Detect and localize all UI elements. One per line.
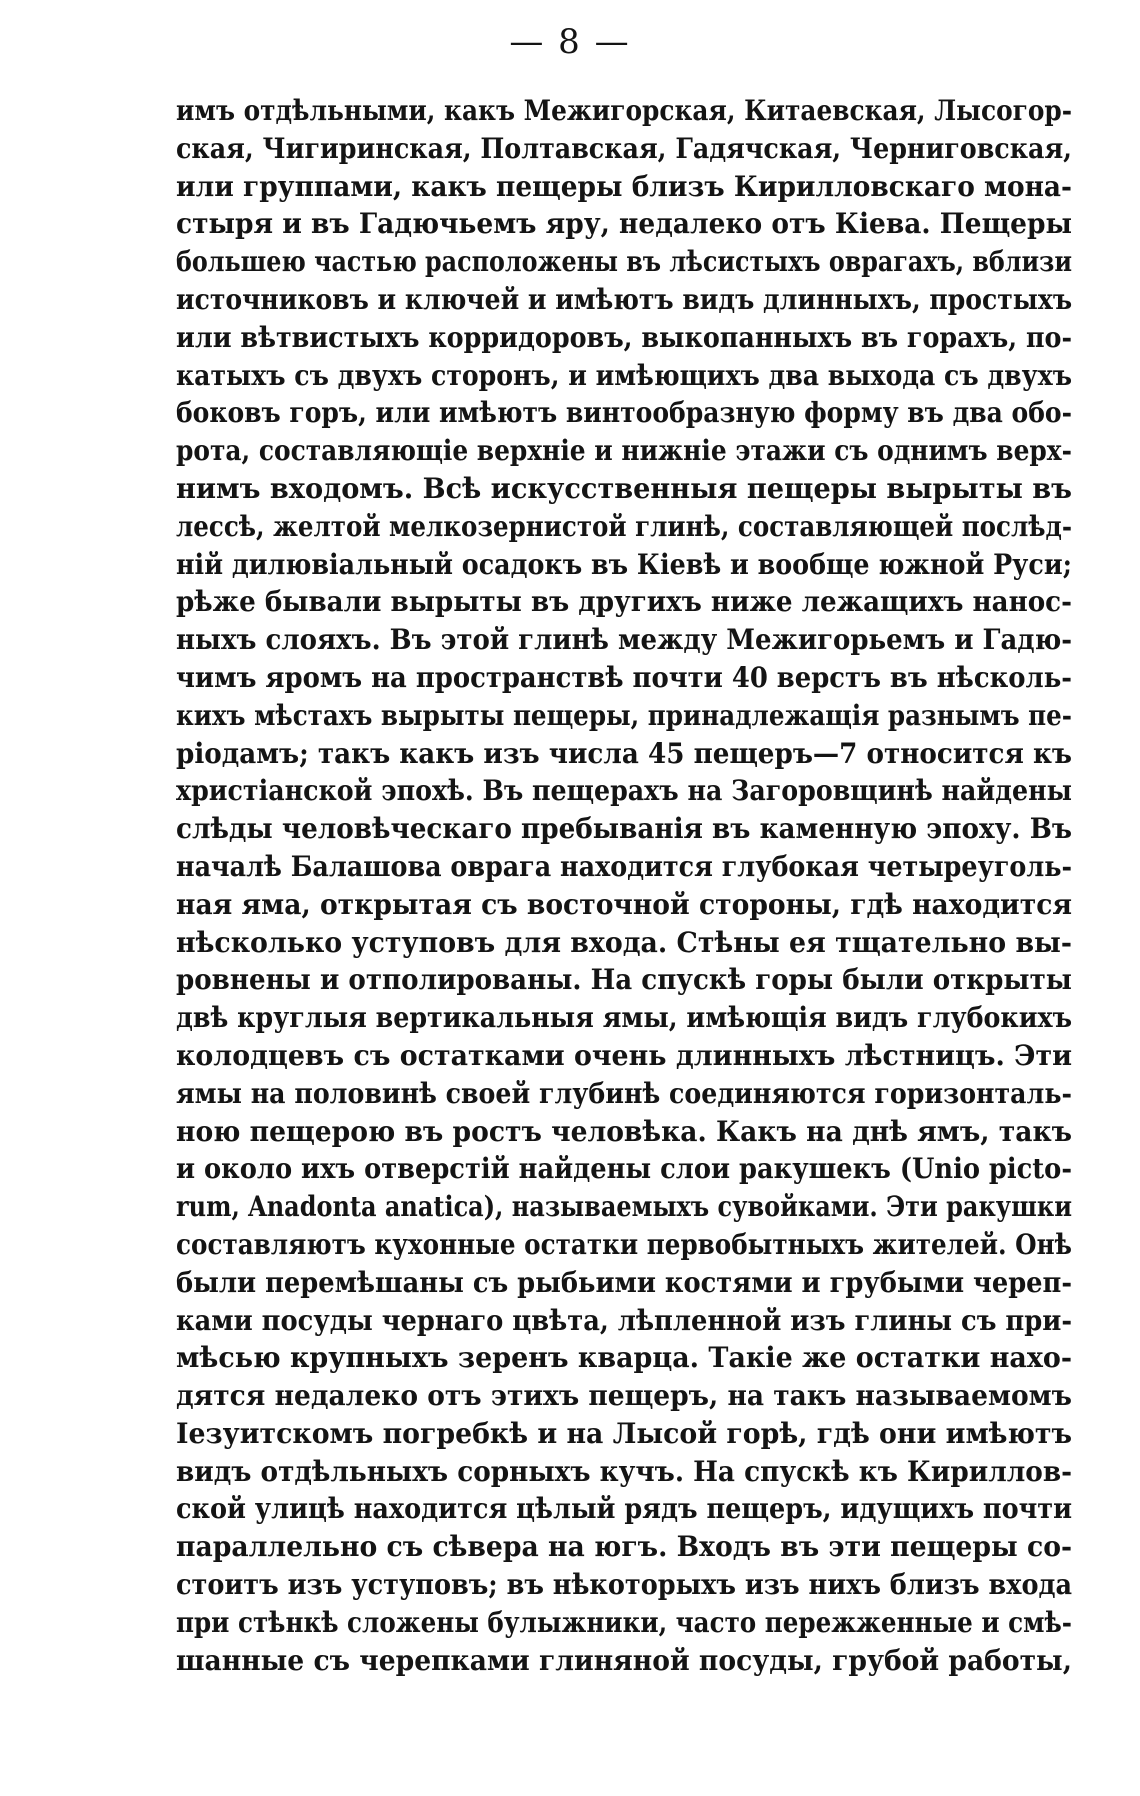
text-line: мѣсью крупныхъ зеренъ кварца. Такіе же остатки нахо- <box>176 1341 1073 1375</box>
text-line: составляютъ кухонные остатки первобытныхъ жителей. Онѣ <box>176 1227 1072 1261</box>
text-line: ками посуды чернаго цвѣта, лѣпленной изъ глины съ при- <box>176 1303 1073 1337</box>
text-line: ріодамъ; такъ какъ изъ числа 45 пещеръ—7 относится къ <box>176 736 1073 770</box>
text-line: ною пещерою въ ростъ человѣка. Какъ на днѣ ямъ, такъ <box>176 1114 1073 1148</box>
text-line: источниковъ и ключей и имѣютъ видъ длинныхъ, простыхъ <box>176 282 1073 316</box>
text-line: видъ отдѣльныхъ сорныхъ кучъ. На спускѣ къ Кириллов- <box>176 1454 1072 1488</box>
text-line: двѣ круглыя вертикальныя ямы, имѣющія видъ глубокихъ <box>176 1001 1073 1035</box>
text-line: были перемѣшаны съ рыбьими костями и грубыми череп- <box>176 1265 1073 1299</box>
text-line: Іезуитскомъ погребкѣ и на Лысой горѣ, гдѣ они имѣютъ <box>176 1416 1072 1450</box>
text-line: катыхъ съ двухъ сторонъ, и имѣющихъ два выхода съ двухъ <box>176 358 1073 392</box>
text-line: христіанской эпохѣ. Въ пещерахъ на Загоровщинѣ найдены <box>176 774 1073 808</box>
text-line: или вѣтвистыхъ корридоровъ, выкопанныхъ въ горахъ, по- <box>176 320 1073 354</box>
text-line: ская, Чигиринская, Полтавская, Гадячская, Черниговская, <box>176 131 1073 165</box>
text-line: колодцевъ съ остатками очень длинныхъ лѣстницъ. Эти <box>176 1038 1073 1072</box>
text-line: или группами, какъ пещеры близъ Кирилловскаго мона- <box>176 169 1073 203</box>
text-line: имъ отдѣльными, какъ Межигорская, Китаевская, Лысогор- <box>176 94 1073 127</box>
text-line: лессѣ, желтой мелкозернистой глинѣ, составляющей послѣд- <box>176 509 1073 543</box>
text-line: рѣже бывали вырыты въ другихъ ниже лежащихъ нанос- <box>176 585 1072 619</box>
text-line: боковъ горъ, или имѣютъ винтообразную форму въ два обо- <box>176 396 1073 430</box>
text-line: кихъ мѣстахъ вырыты пещеры, принадлежащія разнымъ пе- <box>176 698 1073 732</box>
text-line: стыря и въ Гадючьемъ яру, недалеко отъ Кіева. Пещеры <box>176 207 1073 241</box>
text-line: и около ихъ отверстій найдены слои ракушекъ (Unio picto- <box>176 1152 1072 1186</box>
text-line: ная яма, открытая съ восточной стороны, гдѣ находится <box>176 887 1073 921</box>
text-line: ныхъ слояхъ. Въ этой глинѣ между Межигорьемъ и Гадю- <box>176 623 1073 657</box>
text-line: слѣды человѣческаго пребыванія въ каменную эпоху. Въ <box>176 812 1073 846</box>
text-line: нимъ входомъ. Всѣ искусственныя пещеры вырыты въ <box>176 471 1072 505</box>
text-line: при стѣнкѣ сложены булыжники, часто пережженные и смѣ- <box>176 1605 1072 1639</box>
text-line: ровнены и отполированы. На спускѣ горы были открыты <box>176 963 1072 997</box>
text-line: параллельно съ сѣвера на югъ. Входъ въ эти пещеры со- <box>176 1530 1073 1564</box>
text-line: ній дилювіальный осадокъ въ Кіевѣ и вообще южной Руси; <box>176 547 1073 581</box>
text-line: дятся недалеко отъ этихъ пещеръ, на такъ называемомъ <box>176 1379 1072 1413</box>
text-line: ской улицѣ находится цѣлый рядъ пещеръ, идущихъ почти <box>176 1492 1073 1526</box>
body-text <box>176 92 1072 1679</box>
text-line: чимъ яромъ на пространствѣ почти 40 верстъ въ нѣсколь- <box>176 660 1073 694</box>
page-number: — 8 — <box>509 22 631 62</box>
text-line: rum, Anadonta anatica), называемыхъ сувойками. Эти ракушки <box>176 1190 1073 1224</box>
text-line: ямы на половинѣ своей глубинѣ соединяются горизонталь- <box>176 1076 1072 1110</box>
text-line: рота, составляющіе верхніе и нижніе этажи съ однимъ верх- <box>176 434 1072 468</box>
text-line: началѣ Балашова оврага находится глубокая четыреуголь- <box>176 849 1073 883</box>
text-line: большею частью расположены въ лѣсистыхъ оврагахъ, вблизи <box>176 245 1073 279</box>
text-line: стоитъ изъ уступовъ; въ нѣкоторыхъ изъ нихъ близъ входа <box>176 1568 1073 1602</box>
text-line: шанные съ черепками глиняной посуды, грубой работы, <box>176 1643 1072 1677</box>
text-line: нѣсколько уступовъ для входа. Стѣны ея тщательно вы- <box>176 925 1072 959</box>
